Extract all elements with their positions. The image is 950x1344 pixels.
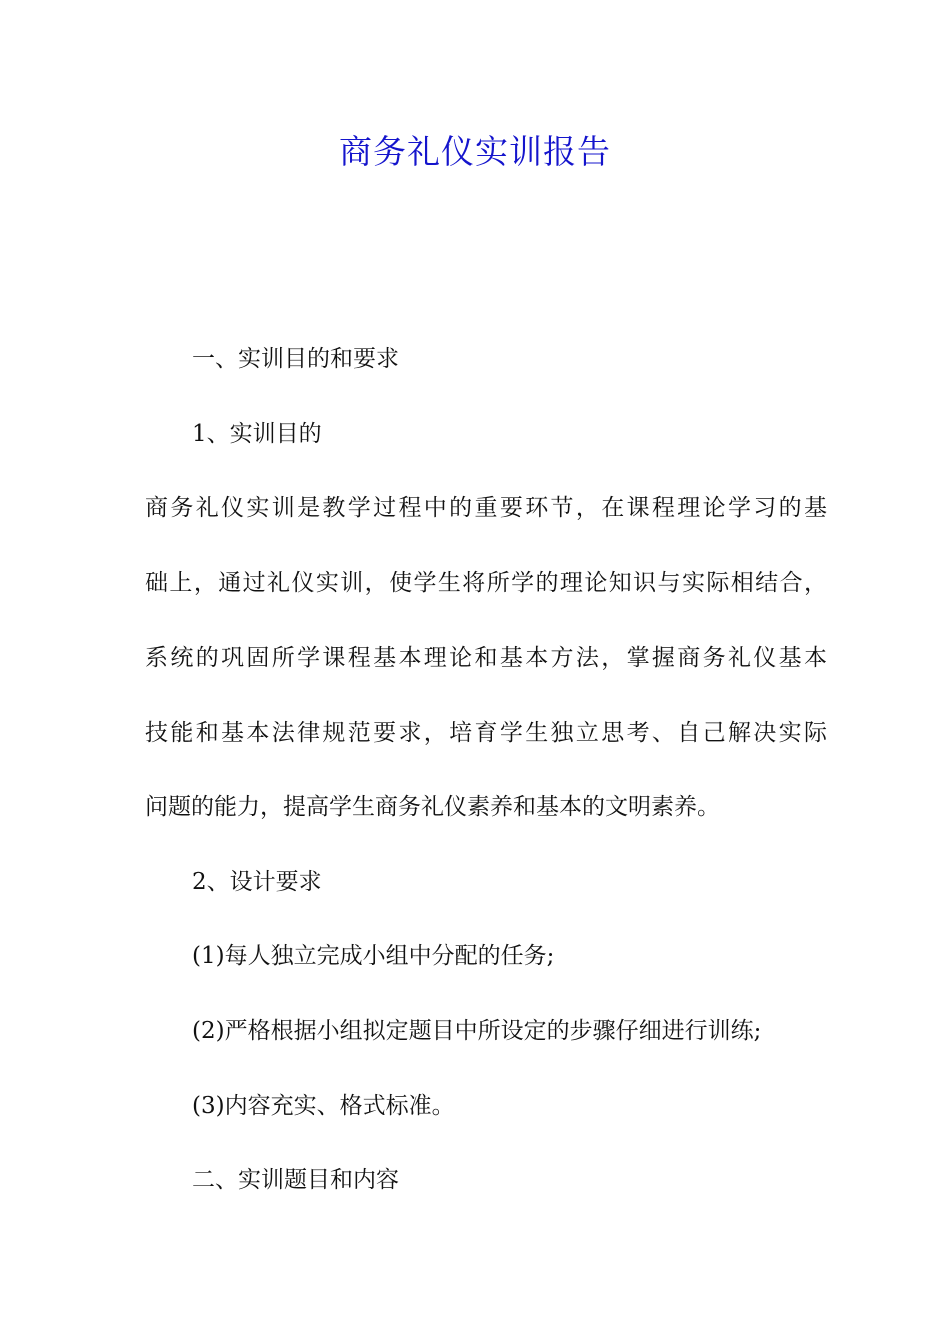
paragraph-line: 商务礼仪实训是教学过程中的重要环节，在课程理论学习的基	[145, 495, 827, 521]
document-title: 商务礼仪实训报告	[339, 132, 611, 171]
requirement-item: (2)严格根据小组拟定题目中所设定的步骤仔细进行训练;	[192, 1018, 762, 1044]
requirement-item: (1)每人独立完成小组中分配的任务;	[192, 943, 555, 969]
section-heading-objectives: 一、实训目的和要求	[192, 346, 399, 372]
paragraph-line: 础上，通过礼仪实训，使学生将所学的理论知识与实际相结合，	[145, 570, 827, 596]
requirement-item: (3)内容充实、格式标准。	[192, 1093, 455, 1119]
paragraph-line: 系统的巩固所学课程基本理论和基本方法，掌握商务礼仪基本	[145, 645, 827, 671]
subheading-design-requirements: 2、设计要求	[192, 869, 322, 895]
paragraph-line: 问题的能力，提高学生商务礼仪素养和基本的文明素养。	[145, 794, 720, 820]
section-heading-topics: 二、实训题目和内容	[192, 1167, 399, 1193]
paragraph-line: 技能和基本法律规范要求，培育学生独立思考、自己解决实际	[145, 720, 827, 746]
subheading-purpose: 1、实训目的	[192, 421, 322, 447]
